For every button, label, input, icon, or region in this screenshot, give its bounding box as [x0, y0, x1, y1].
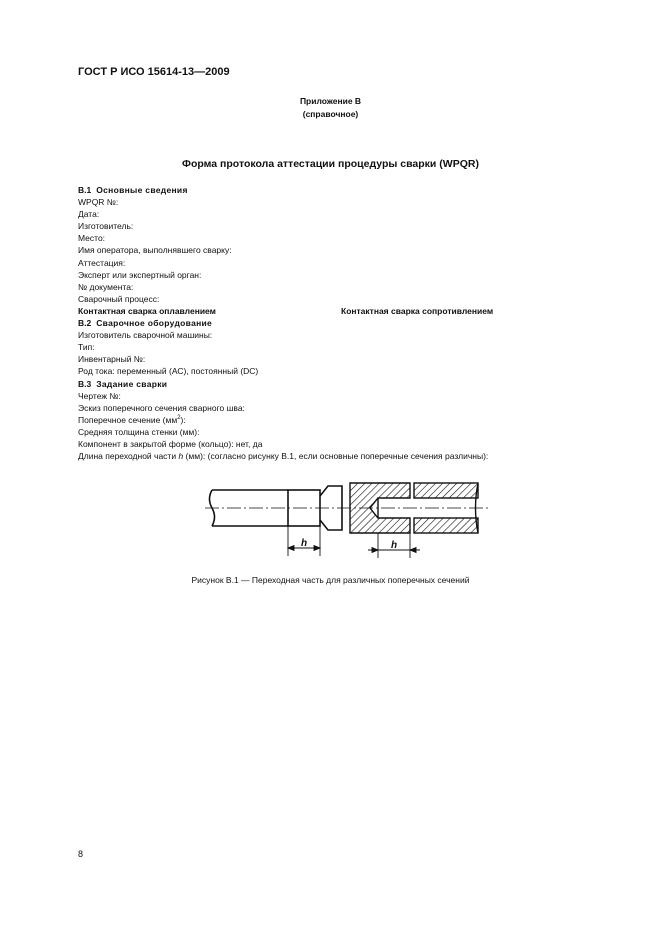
document-header: ГОСТ Р ИСО 15614-13—2009: [78, 66, 230, 78]
form-field: Компонент в закрытой форме (кольцо): нет, да: [78, 438, 263, 449]
section-heading: [78, 378, 598, 390]
page-number: 8: [78, 849, 84, 859]
welding-process-options: [78, 305, 598, 317]
section-heading: [78, 184, 598, 196]
document-title: Форма протокола аттестации процедуры сварки (WPQR): [182, 158, 479, 170]
transition-figure: [200, 478, 500, 563]
form-field: Тип:: [78, 342, 95, 353]
process-option-flash: Контактная сварка оплавлением: [78, 305, 216, 316]
form-field: Сварочный процесс:: [78, 293, 160, 304]
section-title: Основные сведения: [96, 185, 188, 195]
form-field: Инвентарный №:: [78, 354, 146, 365]
section-number: В.3: [78, 378, 92, 389]
dimension-label-left: h: [300, 538, 308, 549]
form-field-transition-length: Длина переходной части h (мм): (согласно рисунку В.1, если основные поперечные сечения различны):: [78, 451, 489, 462]
form-field: Имя оператора, выполнявшего сварку:: [78, 245, 232, 256]
section-title: Сварочное оборудование: [96, 318, 213, 329]
section-heading: [78, 317, 598, 329]
form-field: Эскиз поперечного сечения сварного шва:: [78, 402, 245, 413]
form-field: Дата:: [78, 209, 100, 220]
form-field: Изготовитель:: [78, 221, 134, 232]
process-option-resistance: Контактная сварка сопротивлением: [341, 305, 494, 316]
form-field: Изготовитель сварочной машины:: [78, 330, 213, 341]
form-field: Место:: [78, 233, 106, 244]
form-field: WPQR №:: [78, 197, 119, 208]
dimension-label-right: h: [390, 540, 398, 551]
form-body: [78, 184, 598, 462]
form-field: Эксперт или экспертный орган:: [78, 269, 202, 280]
form-field: Аттестация:: [78, 257, 126, 268]
form-field: Чертеж №:: [78, 390, 121, 401]
appendix-note: (справочное): [302, 109, 359, 119]
form-field: Средняя толщина стенки (мм):: [78, 426, 200, 437]
form-field-cross-section: Поперечное сечение $(мм^2)$:: [78, 414, 186, 425]
figure-caption: Рисунок В.1 — Переходная часть для различных поперечных сечений: [191, 575, 470, 585]
appendix-heading: [0, 95, 661, 121]
form-field: № документа:: [78, 281, 134, 292]
section-title: Задание сварки: [96, 378, 168, 389]
section-number: В.2: [78, 318, 92, 329]
appendix-label: Приложение В: [299, 96, 362, 106]
form-field: Род тока: переменный (АС), постоянный (DC): [78, 366, 259, 377]
section-number: В.1: [78, 185, 92, 195]
